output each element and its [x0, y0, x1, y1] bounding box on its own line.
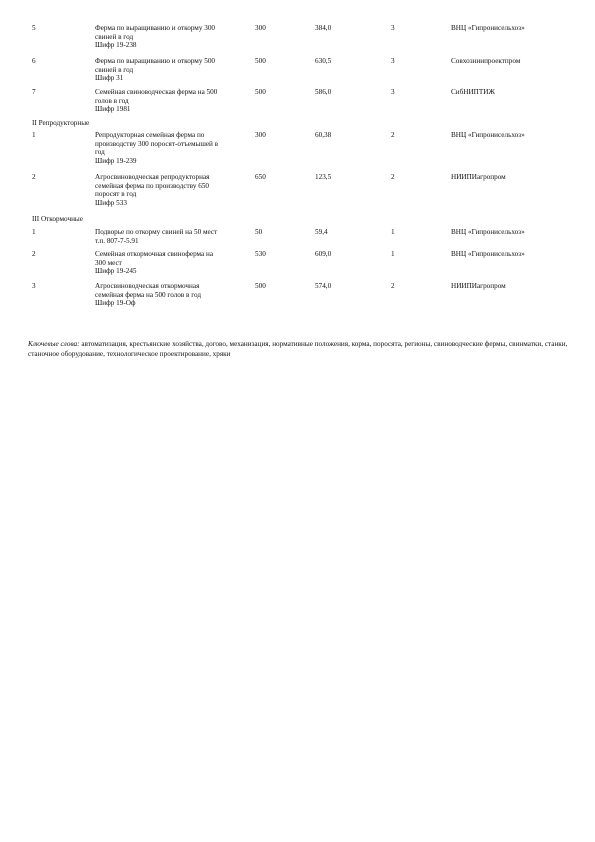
- row-number: 2: [32, 250, 36, 258]
- capacity-value: 500: [255, 88, 266, 96]
- farm-name: Подворье по откорму свиней на 50 мест т.п. 807-7-5.91: [95, 228, 218, 245]
- organization-name: ВНЦ «Гипронисельхоз»: [451, 131, 525, 139]
- row-number: 5: [32, 24, 36, 32]
- farm-name: Ферма по выращиванию и откорму 300 свиней в год Шифр 19-238: [95, 24, 216, 50]
- organization-name: НИИПИагропром: [451, 173, 506, 181]
- capacity-value: 300: [255, 24, 266, 32]
- organization-name: Совхозниипроектпром: [451, 57, 521, 65]
- capacity-value: 530: [255, 250, 266, 258]
- organization-name: СибНИПТИЖ: [451, 88, 495, 96]
- row-number: 1: [32, 131, 36, 139]
- farm-name: Семейная откормочная свиноферма на 300 мест Шифр 19-245: [95, 250, 214, 276]
- cost-value: 60,38: [315, 131, 332, 139]
- cost-value: 586,0: [315, 88, 332, 96]
- category-value: 2: [391, 173, 395, 181]
- row-number: 1: [32, 228, 36, 236]
- cost-value: 574,0: [315, 282, 332, 290]
- cost-value: 59,4: [315, 228, 328, 236]
- category-value: 3: [391, 88, 395, 96]
- capacity-value: 500: [255, 282, 266, 290]
- organization-name: ВНЦ «Гипронисельхоз»: [451, 24, 525, 32]
- farm-name: Ферма по выращиванию и откорму 500 свиней в год Шифр 31: [95, 57, 216, 83]
- farm-name: Агросвиноводческая репродукторная семейная ферма по производству 650 поросят в год Шифр 533: [95, 173, 210, 207]
- cost-value: 123,5: [315, 173, 332, 181]
- organization-name: ВНЦ «Гипронисельхоз»: [451, 228, 525, 236]
- section-heading: III Откормочные: [32, 215, 83, 223]
- row-number: 6: [32, 57, 36, 65]
- cost-value: 630,5: [315, 57, 332, 65]
- category-value: 1: [391, 250, 395, 258]
- cost-value: 609,0: [315, 250, 332, 258]
- keywords-paragraph: [28, 340, 568, 359]
- cost-value: 384,0: [315, 24, 332, 32]
- section-heading: II Репродукторные: [32, 119, 90, 127]
- capacity-value: 50: [255, 228, 263, 236]
- category-value: 3: [391, 24, 395, 32]
- keywords-label: Ключевые слова:: [28, 340, 80, 348]
- keywords-text: автоматизация, крестьянские хозяйства, догово, механизация, нормативные положения, корма, поросята, регионы, свиноводческие фермы, свинматки, станки, станочное оборудование, технологическое проектирование, хряки: [28, 340, 568, 358]
- capacity-value: 650: [255, 173, 266, 181]
- category-value: 2: [391, 131, 395, 139]
- category-value: 1: [391, 228, 395, 236]
- row-number: 7: [32, 88, 36, 96]
- category-value: 3: [391, 57, 395, 65]
- category-value: 2: [391, 282, 395, 290]
- capacity-value: 300: [255, 131, 266, 139]
- organization-name: ВНЦ «Гипронисельхоз»: [451, 250, 525, 258]
- farm-name: Репродукторная семейная ферма по производству 300 поросят-отъемышей в год Шифр 19-239: [95, 131, 219, 165]
- farm-name: Семейная свиноводческая ферма на 500 голов в год Шифр 1981: [95, 88, 218, 114]
- capacity-value: 500: [255, 57, 266, 65]
- organization-name: НИИПИагропром: [451, 282, 506, 290]
- farm-name: Агросвиноводческая откормочная семейная ферма на 500 голов в год Шифр 19-Оф: [95, 282, 202, 308]
- row-number: 3: [32, 282, 36, 290]
- row-number: 2: [32, 173, 36, 181]
